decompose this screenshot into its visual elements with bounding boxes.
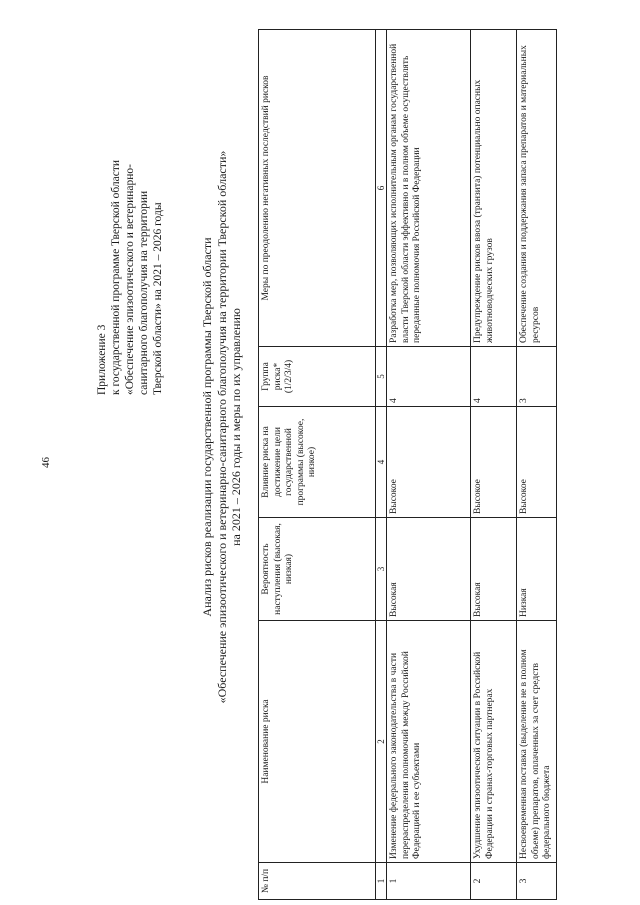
influence-cell: Высокое bbox=[517, 407, 557, 518]
risk-name-cell: Ухудшение эпизоотической ситуации в Российской Федерации и странах-торговых партнерах bbox=[471, 621, 517, 863]
row-number: 3 bbox=[517, 863, 557, 900]
table-row bbox=[471, 30, 517, 900]
appendix-line: Тверской области» на 2021 – 2026 годы bbox=[152, 202, 164, 395]
column-number: 4 bbox=[376, 407, 387, 518]
probability-cell: Высокая bbox=[471, 518, 517, 621]
header-cell-number: № п/п bbox=[259, 863, 376, 900]
document-title bbox=[200, 132, 244, 722]
column-number: 1 bbox=[376, 863, 387, 900]
risk-name-cell: Изменение федерального законодательства в части перераспределения полномочий между Российской Федерацией и ее субъектами bbox=[387, 621, 471, 863]
risk-name-cell: Несвоевременная поставка (выделение не в полном объеме) препаратов, оплаченных за счет средств федерального бюджета bbox=[517, 621, 557, 863]
probability-cell: Низкая bbox=[517, 518, 557, 621]
measures-cell: Обеспечение создания и поддержания запаса препаратов и материальных ресурсов bbox=[517, 30, 557, 347]
appendix-line: санитарного благополучия на территории bbox=[138, 190, 150, 395]
title-line: «Обеспечение эпизоотического и ветеринарно-санитарного благополучия на территории Тверской области» bbox=[214, 150, 229, 704]
header-cell-risk-name: Наименование риска bbox=[259, 621, 376, 863]
appendix-heading bbox=[95, 160, 165, 395]
title-line: Анализ рисков реализации государственной программы Тверской области bbox=[200, 237, 214, 617]
risk-group-cell: 4 bbox=[471, 347, 517, 407]
appendix-line: Приложение 3 bbox=[96, 324, 108, 395]
column-number: 5 bbox=[376, 347, 387, 407]
column-number: 3 bbox=[376, 518, 387, 621]
risk-group-cell: 4 bbox=[387, 347, 471, 407]
header-cell-risk-group: Группа риска* (1/2/3/4) bbox=[259, 347, 376, 407]
influence-cell: Высокое bbox=[471, 407, 517, 518]
header-cell-measures: Меры по преодолению негативных последствий рисков bbox=[259, 30, 376, 347]
risk-group-cell: 3 bbox=[517, 347, 557, 407]
column-number: 6 bbox=[376, 30, 387, 347]
table-header-row bbox=[259, 30, 376, 900]
influence-cell: Высокое bbox=[387, 407, 471, 518]
row-number: 1 bbox=[387, 863, 471, 900]
page-number: 46 bbox=[40, 457, 52, 468]
appendix-line: «Обеспечение эпизоотического и ветеринарно- bbox=[124, 163, 136, 395]
risk-table bbox=[258, 29, 557, 900]
probability-cell: Высокая bbox=[387, 518, 471, 621]
measures-cell: Разработка мер, позволяющих исполнительным органам государственной власти Тверской области эффективно и в полном объеме осуществлять переданные полномочия Российской Федерации bbox=[387, 30, 471, 347]
column-number-row bbox=[376, 30, 387, 900]
column-number: 2 bbox=[376, 621, 387, 863]
header-cell-probability: Вероятность наступления (высокая, низкая) bbox=[259, 518, 376, 621]
risk-table-wrapper bbox=[258, 29, 557, 900]
header-cell-influence: Влияние риска на достижение цели государственной программы (высокое, низкое) bbox=[259, 407, 376, 518]
table-row bbox=[517, 30, 557, 900]
measures-cell: Предупреждение рисков ввоза (транзита) потенциально опасных животноводческих грузов bbox=[471, 30, 517, 347]
title-line: на 2021 – 2026 годы и меры по их управлению bbox=[229, 308, 243, 546]
row-number: 2 bbox=[471, 863, 517, 900]
appendix-line: к государственной программе Тверской области bbox=[110, 159, 122, 395]
table-row bbox=[387, 30, 471, 900]
